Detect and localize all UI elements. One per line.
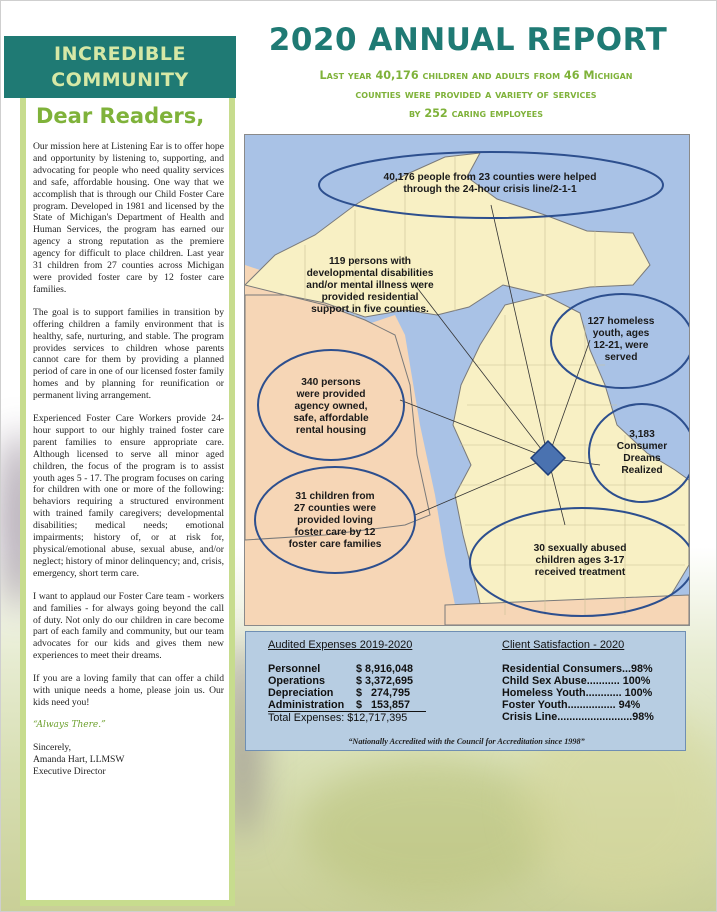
community-banner <box>4 36 236 98</box>
rental-housing-callout <box>265 377 397 437</box>
expense-label: Depreciation <box>268 687 334 699</box>
callout-line: Realized <box>621 465 663 476</box>
residential-support-callout <box>275 256 465 316</box>
letter-paragraph: The goal is to support families in transition by offering children a family environment that is healthy, safe, nurturing, and stable. The program provides services to children whose parents cannot care for them by providing a planned period of care in one of our licensed foster family homes and by planning for reunification or permanent living arrangement. <box>33 306 224 402</box>
michigan-map <box>244 134 690 626</box>
callout-line: safe, affordable <box>293 413 369 424</box>
abuse-treatment-callout <box>490 543 670 579</box>
closing: Sincerely, <box>33 741 72 753</box>
callout-line: served <box>604 352 638 363</box>
letter-paragraph: Our mission here at Listening Ear is to offer hope and opportunity by listening to, supporting, and advocating for people who need quality services and safe, affordable housing. One way that we accomplish that is through our Child Foster Care program. Developed in 1981 and licensed by the State of Michigan's Department of Health and Human Services, the program has earned our agency a strong reputation as the premiere agency for difficult to place children. Last year 31 children from 27 counties across Michigan were provided foster care by 12 foster care families. <box>33 141 224 295</box>
callout-line: developmental disabilities <box>306 268 434 279</box>
expense-label: Personnel <box>268 663 321 675</box>
satisfaction-row: Residential Consumers...98% <box>502 663 653 675</box>
financial-summary-box <box>245 631 686 751</box>
callout-line: 340 persons <box>301 377 361 388</box>
letter-paragraph: I want to applaud our Foster Care team - workers and families - for always going beyond the call of duty. Not only do our children in care become part of each family and community, but our team advocates for our kids and gives them new experiences to meet their dreams. <box>33 590 224 662</box>
callout-line: provided loving <box>297 515 373 526</box>
callout-line: children ages 3-17 <box>535 555 625 566</box>
callout-line: agency owned, <box>294 401 368 412</box>
foster-care-callout <box>265 491 405 551</box>
callout-line: 127 homeless <box>587 316 655 327</box>
accreditation-note: “Nationally Accredited with the Council for Accreditation since 1998” <box>348 737 585 746</box>
expenses-heading: Audited Expenses 2019-2020 <box>268 639 413 651</box>
callout-line: provided residential <box>321 292 419 303</box>
callout-line: 27 counties were <box>293 503 377 514</box>
signer-name: Amanda Hart, LLMSW <box>33 753 125 765</box>
greeting: Dear Readers, <box>36 104 205 128</box>
satisfaction-row: Child Sex Abuse........... 100% <box>502 675 651 687</box>
expenses-total: Total Expenses: $12,717,395 <box>268 712 408 724</box>
callout-line: Dreams <box>623 453 661 464</box>
letter-paragraph: Experienced Foster Care Workers provide 24-hour support to our highly trained foster care parent families to ensure appropriate care. Although licensed to serve all minor aged children, the focus of the program is to assist youth ages 5 - 17. The program focuses on caring for children with one or more of the following: behaviors requiring a structured environment with trained family caregivers; developmental disabilities; medical needs; emotional impairments; history of, or at risk for, physical/emotional abuse, sexual abuse, and/or neglect; history of minor delinquency; and, crisis, emergency, short term care. <box>33 413 224 579</box>
signer-role: Executive Director <box>33 765 106 777</box>
consumer-dreams-callout <box>601 429 683 477</box>
expense-label: Operations <box>268 675 325 687</box>
satisfaction-row: Foster Youth................ 94% <box>502 699 641 711</box>
callout-line: 3,183 <box>629 429 655 440</box>
expense-value: $ 274,795 <box>356 687 411 699</box>
callout-line: 30 sexually abused <box>533 543 627 554</box>
letter-body <box>33 141 224 778</box>
callout-line: through the 24-hour crisis line/2-1-1 <box>403 184 577 195</box>
expense-label: Administration <box>268 699 345 711</box>
callout-line: rental housing <box>295 425 367 436</box>
callout-line: were provided <box>296 389 366 400</box>
homeless-youth-callout <box>565 316 677 364</box>
callout-line: 40,176 people from 23 counties were helped <box>383 172 597 183</box>
expense-value: $ 3,372,695 <box>356 675 414 687</box>
callout-line: 12-21, were <box>593 340 649 351</box>
expense-value: $ 153,857 <box>356 699 411 711</box>
subtitle-line: Last year 40,176 children and adults from 46 Michigan <box>319 69 633 82</box>
callout-line: 31 children from <box>295 491 375 502</box>
satisfaction-heading: Client Satisfaction - 2020 <box>502 639 625 651</box>
expense-value: $ 8,916,048 <box>356 663 414 675</box>
callout-line: youth, ages <box>592 328 650 339</box>
report-subtitle <box>262 66 690 123</box>
callout-line: and/or mental illness were <box>306 280 434 291</box>
motto: “Always There.” <box>33 719 106 730</box>
subtitle-line: by 252 caring employees <box>408 107 544 120</box>
letter-paragraph: If you are a loving family that can offer a child with unique needs a home, please join us. Our kids need you! <box>33 673 224 708</box>
callout-line: foster care families <box>288 539 382 550</box>
satisfaction-row: Crisis Line.........................98% <box>502 711 654 723</box>
banner-line-2: COMMUNITY <box>51 69 189 91</box>
satisfaction-row: Homeless Youth............ 100% <box>502 687 653 699</box>
crisis-line-callout <box>325 172 655 196</box>
report-title: 2020 ANNUAL REPORT <box>268 22 668 58</box>
callout-line: Consumer <box>616 441 668 452</box>
callout-line: foster care by 12 <box>294 527 376 538</box>
callout-line: received treatment <box>534 567 626 578</box>
callout-line: 119 persons with <box>328 256 412 267</box>
banner-line-1: INCREDIBLE <box>54 43 186 65</box>
subtitle-line: counties were provided a variety of services <box>355 88 597 101</box>
callout-line: support in five counties. <box>311 304 429 315</box>
